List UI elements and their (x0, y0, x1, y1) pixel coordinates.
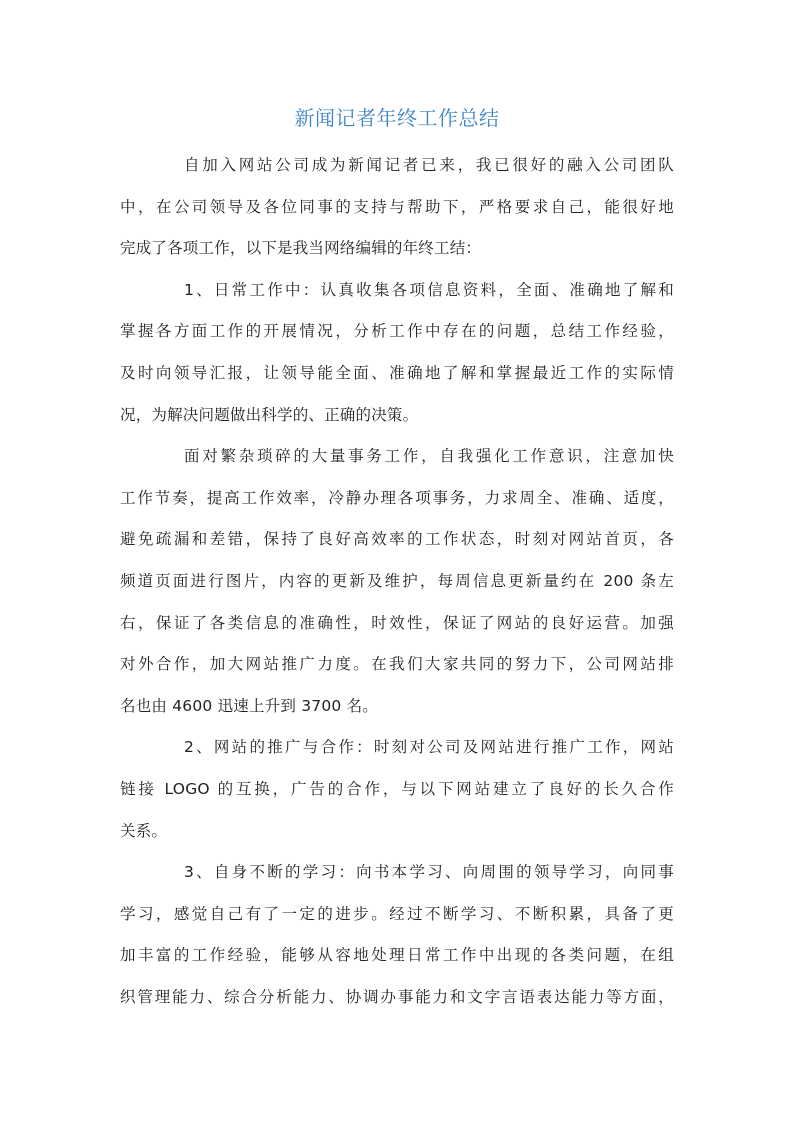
paragraph-5-line-2: 学习，感觉自己有了一定的进步。经过不断学习、不断积累，具备了更 (120, 904, 674, 923)
paragraph-3-line-4: 频道页面进行图片，内容的更新及维护，每周信息更新量约在 200 条左 (120, 571, 674, 590)
paragraph-1-line-2: 中，在公司领导及各位同事的支持与帮助下，严格要求自己，能很好地 (120, 197, 674, 216)
paragraph-3-line-7: 名也由 4600 迅速上升到 3700 名。 (120, 696, 379, 715)
paragraph-5-line-1: 3、自身不断的学习：向书本学习、向周围的领导学习，向同事 (184, 863, 674, 882)
document-title: 新闻记者年终工作总结 (294, 106, 500, 130)
paragraph-4-line-3: 关系。 (120, 821, 168, 840)
document-body (120, 145, 674, 1018)
paragraph-1-line-1: 自加入网站公司成为新闻记者已来，我已很好的融入公司团队 (184, 156, 674, 174)
paragraph-3-line-1: 面对繁杂琐碎的大量事务工作，自我强化工作意识，注意加快 (184, 447, 674, 466)
paragraph-2-line-4: 况，为解决问题做出科学的、正确的决策。 (120, 405, 419, 424)
paragraph-4-line-2: 链接 LOGO 的互换，广告的合作，与以下网站建立了良好的长久合作 (120, 779, 674, 798)
paragraph-3-line-5: 右，保证了各类信息的准确性，时效性，保证了网站的良好运营。加强 (120, 613, 674, 632)
paragraph-4-line-1: 2、网站的推广与合作：时刻对公司及网站进行推广工作，网站 (184, 738, 674, 757)
paragraph-5-line-3: 加丰富的工作经验，能够从容地处理日常工作中出现的各类问题，在组 (120, 946, 674, 965)
paragraph-1-line-3: 完成了各项工作，以下是我当网络编辑的年终工结： (120, 239, 482, 258)
paragraph-3-line-6: 对外合作，加大网站推广力度。在我们大家共同的努力下，公司网站排 (120, 655, 674, 674)
paragraph-3-line-2: 工作节奏，提高工作效率，冷静办理各项事务，力求周全、准确、适度， (120, 488, 674, 507)
paragraph-2-line-2: 掌握各方面工作的开展情况，分析工作中存在的问题，总结工作经验， (120, 322, 674, 341)
paragraph-2-line-3: 及时向领导汇报，让领导能全面、准确地了解和掌握最近工作的实际情 (120, 363, 674, 382)
paragraph-5-line-4: 织管理能力、综合分析能力、协调办事能力和文字言语表达能力等方面， (120, 987, 674, 1006)
paragraph-2-line-1: 1、日常工作中：认真收集各项信息资料，全面、准确地了解和 (184, 280, 674, 299)
paragraph-3-line-3: 避免疏漏和差错，保持了良好高效率的工作状态，时刻对网站首页，各 (120, 530, 674, 549)
